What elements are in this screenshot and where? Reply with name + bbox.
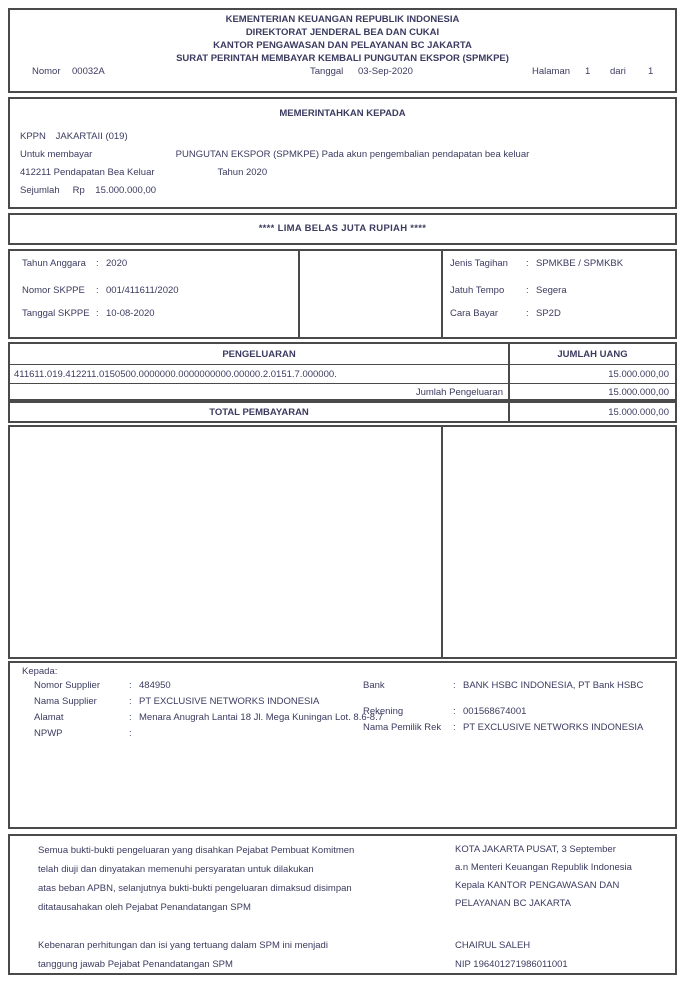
tanggal-value: 03-Sep-2020 — [358, 66, 413, 77]
kppn-label: KPPN — [20, 131, 46, 142]
rekening-value: 001568674001 — [463, 706, 527, 717]
detail-label: Nomor SKPPE — [22, 285, 85, 296]
rekening-label: Rekening — [363, 706, 404, 717]
signature-section — [8, 834, 677, 975]
supplier-label: Nama Supplier — [34, 696, 97, 707]
akun-value: 412211 Pendapatan Bea Keluar — [20, 167, 155, 178]
colon: : — [526, 258, 529, 269]
statement-line: Kebenaran perhitungan dan isi yang tertuang dalam SPM ini menjadi — [38, 940, 328, 951]
detail-value: 001/411611/2020 — [106, 285, 179, 296]
untuk-membayar-row — [20, 149, 665, 160]
place-date-line: KOTA JAKARTA PUSAT, 3 September — [455, 844, 616, 855]
jumlah-uang-header-cell: JUMLAH UANG — [508, 344, 675, 364]
colon: : — [526, 308, 529, 319]
document-title-line: SURAT PERINTAH MEMBAYAR KEMBALI PUNGUTAN EKSPOR (SPMKPE) — [176, 53, 509, 64]
rekening-row — [363, 706, 526, 717]
on-behalf-line: a.n Menteri Keuangan Republik Indonesia — [455, 862, 632, 873]
colon: : — [453, 722, 456, 733]
statement-line: Semua bukti-bukti pengeluaran yang disahkan Pejabat Pembuat Komitmen — [38, 845, 355, 856]
kppn-value: JAKARTAII (019) — [55, 131, 128, 142]
colon: : — [129, 696, 132, 707]
detail-row-nomor-skppe — [22, 285, 179, 296]
pengeluaran-header-cell: PENGELUARAN — [222, 348, 296, 360]
letterhead — [10, 13, 675, 65]
detail-section — [8, 249, 677, 339]
office-head-line: Kepala KANTOR PENGAWASAN DAN — [455, 880, 620, 891]
detail-divider-1 — [298, 251, 300, 337]
empty-section — [8, 425, 677, 659]
jumlah-pengeluaran-label: Jumlah Pengeluaran — [415, 387, 503, 398]
ministry-line: KEMENTERIAN KEUANGAN REPUBLIK INDONESIA — [225, 14, 460, 25]
detail-label: Jenis Tagihan — [450, 258, 508, 269]
supplier-label: Nomor Supplier — [34, 680, 100, 691]
supplier-nama-row — [34, 696, 319, 707]
nomor-value: 00032A — [72, 66, 105, 77]
signer-block — [455, 936, 568, 974]
colon: : — [526, 285, 529, 296]
untuk-membayar-value: PUNGUTAN EKSPOR (SPMKPE) Pada akun pengembalian pendapatan bea keluar — [175, 149, 530, 160]
jumlah-pengeluaran-row — [10, 384, 675, 401]
signer-name: CHAIRUL SALEH — [455, 940, 531, 951]
colon: : — [453, 706, 456, 717]
halaman-label: Halaman — [532, 66, 571, 77]
amount-cell: 15.000.000,00 — [508, 384, 675, 401]
supplier-label: Alamat — [34, 712, 64, 723]
colon: : — [96, 285, 99, 296]
detail-value: SPMKBE / SPMKBK — [536, 258, 624, 269]
detail-divider-2 — [441, 251, 443, 337]
kppn-row — [20, 131, 665, 142]
colon: : — [453, 680, 456, 691]
memerintahkan-section — [8, 97, 677, 209]
sejumlah-row — [20, 185, 665, 196]
supplier-value: 484950 — [139, 680, 171, 691]
statement-line: ditatausahakan oleh Pejabat Penandatangan SPM — [38, 902, 251, 913]
amount-cell: 15.000.000,00 — [508, 365, 675, 383]
supplier-alamat-row — [34, 712, 383, 723]
detail-row-jatuh-tempo — [450, 285, 567, 296]
pemilik-rek-label: Nama Pemilik Rek — [363, 722, 442, 733]
terbilang-text: **** LIMA BELAS JUTA RUPIAH **** — [258, 223, 427, 234]
pengeluaran-table — [8, 342, 677, 401]
tanggal-label: Tanggal — [310, 66, 344, 77]
sejumlah-amount: 15.000.000,00 — [95, 185, 157, 196]
kepada-title: Kepada: — [22, 666, 58, 677]
detail-row-cara-bayar — [450, 308, 561, 319]
memerintahkan-title: MEMERINTAHKAN KEPADA — [279, 108, 406, 119]
halaman-value: 1 — [585, 66, 591, 77]
detail-value: Segera — [536, 285, 567, 296]
amount-cell: 15.000.000,00 — [508, 403, 675, 421]
statement-paragraph-2 — [38, 936, 328, 974]
total-row — [10, 403, 675, 421]
colon: : — [129, 680, 132, 691]
colon: : — [96, 258, 99, 269]
detail-label: Cara Bayar — [450, 308, 499, 319]
bank-row — [363, 680, 643, 691]
bank-label: Bank — [363, 680, 385, 691]
detail-value: 2020 — [106, 258, 128, 269]
account-code-cell: 411611.019.412211.0150500.0000000.0000000000.00000.2.0151.7.000000. — [14, 368, 337, 380]
signer-nip: NIP 196401271986011001 — [455, 959, 568, 970]
total-pembayaran-row — [8, 401, 677, 423]
directorate-line: DIREKTORAT JENDERAL BEA DAN CUKAI — [245, 27, 440, 38]
dari-value: 1 — [648, 66, 654, 77]
detail-row-jenis-tagihan — [450, 258, 623, 269]
detail-value: SP2D — [536, 308, 561, 319]
statement-line: atas beban APBN, selanjutnya bukti-bukti pengeluaran dimaksud disimpan — [38, 883, 352, 894]
detail-label: Tanggal SKPPE — [22, 308, 90, 319]
empty-section-divider — [441, 427, 443, 657]
detail-label: Jatuh Tempo — [450, 285, 505, 296]
kepada-section — [8, 661, 677, 829]
akun-row — [20, 167, 665, 178]
table-header-row — [10, 344, 675, 365]
document-meta-row — [10, 66, 675, 80]
signature-place-block — [455, 841, 632, 913]
supplier-value: PT EXCLUSIVE NETWORKS INDONESIA — [139, 696, 320, 707]
statement-line: tanggung jawab Pejabat Penandatangan SPM — [38, 959, 233, 970]
header-section — [8, 8, 677, 93]
colon: : — [129, 728, 132, 739]
currency-label: Rp — [72, 185, 85, 196]
total-pembayaran-label: TOTAL PEMBAYARAN — [209, 406, 309, 418]
tahun-value: Tahun 2020 — [217, 167, 268, 178]
office-head-line-2: PELAYANAN BC JAKARTA — [455, 898, 571, 909]
colon: : — [129, 712, 132, 723]
detail-label: Tahun Anggara — [22, 258, 86, 269]
detail-value: 10-08-2020 — [106, 308, 155, 319]
bank-value: BANK HSBC INDONESIA, PT Bank HSBC — [463, 680, 644, 691]
office-line: KANTOR PENGAWASAN DAN PELAYANAN BC JAKARTA — [213, 40, 472, 51]
supplier-npwp-row — [34, 728, 139, 739]
colon: : — [96, 308, 99, 319]
terbilang-section — [8, 213, 677, 245]
statement-line: telah diuji dan dinyatakan memenuhi persyaratan untuk dilakukan — [38, 864, 314, 875]
dari-label: dari — [610, 66, 626, 77]
statement-paragraph-1 — [38, 841, 354, 917]
account-code-row — [10, 365, 675, 384]
sejumlah-label: Sejumlah — [20, 185, 60, 196]
untuk-membayar-label: Untuk membayar — [20, 149, 93, 160]
nomor-label: Nomor — [32, 66, 61, 77]
detail-row-tanggal-skppe — [22, 308, 155, 319]
supplier-label: NPWP — [34, 728, 63, 739]
pemilik-rek-value: PT EXCLUSIVE NETWORKS INDONESIA — [463, 722, 644, 733]
detail-row-tahun-anggara — [22, 258, 127, 269]
supplier-value: Menara Anugrah Lantai 18 Jl. Mega Kuningan Lot. 8.6-8.7 — [139, 712, 384, 723]
supplier-nomor-row — [34, 680, 171, 691]
pemilik-rek-row — [363, 722, 643, 733]
